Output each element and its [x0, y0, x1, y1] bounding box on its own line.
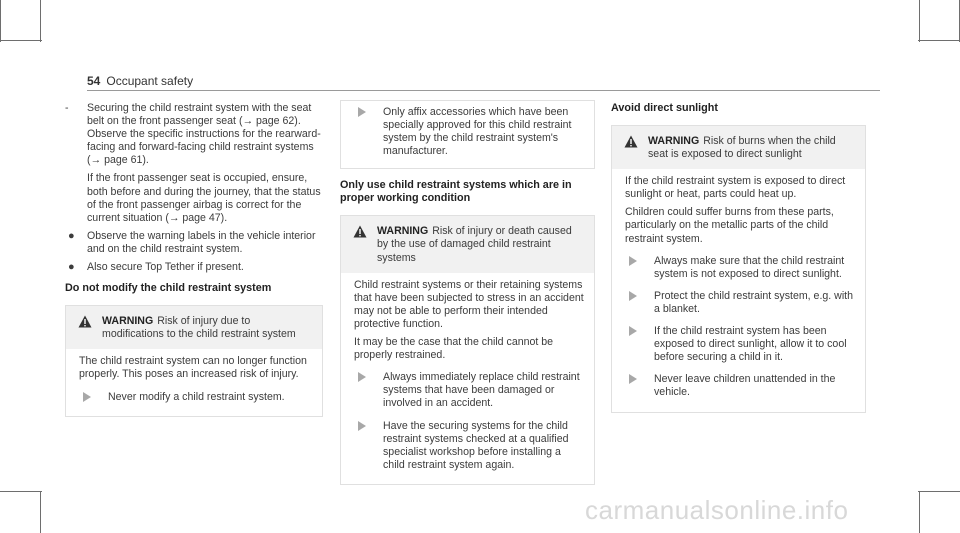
- column-3: [611, 102, 866, 423]
- action-text: Never leave children unattended in the vehicle.: [654, 373, 836, 399]
- section-heading: Avoid direct sunlight: [611, 102, 718, 114]
- warning-header: [66, 306, 322, 349]
- dash-list-item: [65, 102, 323, 225]
- bullet-text: Observe the warning labels in the vehicle interior and on the child restraint system.: [87, 229, 316, 255]
- warning-text-2: It may be the case that the child cannot be properly restrained.: [354, 336, 554, 362]
- action-text: Never modify a child restraint system.: [108, 390, 285, 403]
- bullet-text: Also secure Top Tether if present.: [87, 261, 244, 274]
- warning-body: [612, 169, 865, 411]
- dash-marker: -: [65, 102, 69, 114]
- header-rule: [87, 90, 880, 91]
- column-2: [340, 102, 595, 495]
- action-text: If the child restraint system has been exposed to direct sunlight, allow it to cool before securing a child in it.: [654, 325, 847, 364]
- arrow-right-icon: [83, 392, 91, 402]
- warning-label: WARNING: [648, 135, 700, 147]
- section-heading: Do not modify the child restraint system: [65, 282, 272, 295]
- crop-mark: [918, 491, 960, 492]
- dash-item-text: Securing the child restraint system with the seat belt on the front passenger seat (→ page 62). Observe the specific instructions for the rearward-facing and forward-facing child restraint systems (→ page 61).: [87, 102, 321, 167]
- warning-text: Child restraint systems or their retaining systems that have been subjected to stress in an accident may not be able to perform their intended protective function.: [354, 278, 584, 330]
- action-text: Always make sure that the child restraint system is not exposed to direct sunlight.: [654, 254, 845, 280]
- warning-triangle-icon: [624, 135, 638, 152]
- bullet-item: [65, 261, 323, 274]
- page-number: 54: [87, 74, 101, 88]
- action-item: [354, 371, 584, 410]
- page-header: [87, 74, 193, 88]
- warning-title: Risk of burns when the child seat is exposed to direct sunlight: [648, 135, 836, 161]
- warning-header: [612, 126, 865, 169]
- warning-text-2: Children could suffer burns from these parts, particularly on the metallic parts of the child restraint system.: [625, 206, 834, 245]
- warning-triangle-icon: [78, 315, 92, 332]
- warning-title: Risk of injury or death caused by the use of damaged child restraint systems: [377, 225, 572, 264]
- action-item: [79, 391, 312, 404]
- warning-body: [341, 273, 594, 484]
- action-text: Always immediately replace child restraint systems that have been damaged or involved in an accident.: [383, 371, 580, 410]
- crop-mark: [919, 0, 920, 42]
- bullet-dot-icon: ●: [68, 229, 75, 242]
- warning-title: Risk of injury due to modifications to the child restraint system: [102, 315, 296, 341]
- arrow-right-icon: [629, 291, 637, 301]
- crop-mark: [0, 491, 42, 492]
- watermark: carmanualsonline.info: [585, 495, 849, 525]
- action-box: [340, 100, 595, 169]
- warning-body: [66, 349, 322, 415]
- action-item: [625, 255, 855, 281]
- warning-label: WARNING: [377, 225, 429, 238]
- warning-triangle-icon: [353, 225, 367, 242]
- warning-box: [611, 125, 866, 413]
- dash-item-text-2: If the front passenger seat is occupied, ensure, both before and during the journey, that the status of the front passenger airbag is correct for the current situation (→ page 47).: [87, 172, 321, 224]
- crop-mark: [919, 491, 920, 533]
- column-1: [65, 102, 323, 427]
- action-item: [625, 325, 855, 364]
- bullet-dot-icon: ●: [68, 261, 75, 274]
- crop-mark: [40, 491, 41, 533]
- action-text: Protect the child restraint system, e.g. with a blanket.: [654, 289, 854, 315]
- action-item: [354, 420, 584, 472]
- warning-box: [65, 305, 323, 416]
- arrow-right-icon: [358, 107, 366, 117]
- crop-mark: [0, 40, 42, 41]
- crop-mark: [0, 0, 1, 42]
- section-title: Occupant safety: [106, 74, 194, 88]
- arrow-right-icon: [629, 374, 637, 384]
- warning-header: [341, 216, 594, 272]
- arrow-right-icon: [358, 372, 366, 382]
- action-item: [625, 373, 855, 399]
- action-text: Have the securing systems for the child restraint systems checked at a qualified specialist workshop before installing a child restraint system again.: [383, 419, 569, 471]
- action-text: Only affix accessories which have been specially approved for this child restraint system by the child restraint system's manufacturer.: [383, 106, 572, 158]
- action-item: [625, 290, 855, 316]
- warning-box: [340, 215, 595, 485]
- warning-text: If the child restraint system is exposed to direct sunlight or heat, parts could heat up.: [625, 175, 846, 201]
- bullet-item: [65, 230, 323, 256]
- arrow-right-icon: [358, 421, 366, 431]
- warning-text: The child restraint system can no longer function properly. This poses an increased risk of injury.: [79, 355, 307, 381]
- crop-mark: [40, 0, 41, 42]
- section-heading: Only use child restraint systems which are in proper working condition: [340, 179, 572, 205]
- arrow-right-icon: [629, 326, 637, 336]
- action-item: [354, 106, 584, 158]
- warning-label: WARNING: [102, 315, 154, 328]
- crop-mark: [918, 40, 960, 41]
- arrow-right-icon: [629, 256, 637, 266]
